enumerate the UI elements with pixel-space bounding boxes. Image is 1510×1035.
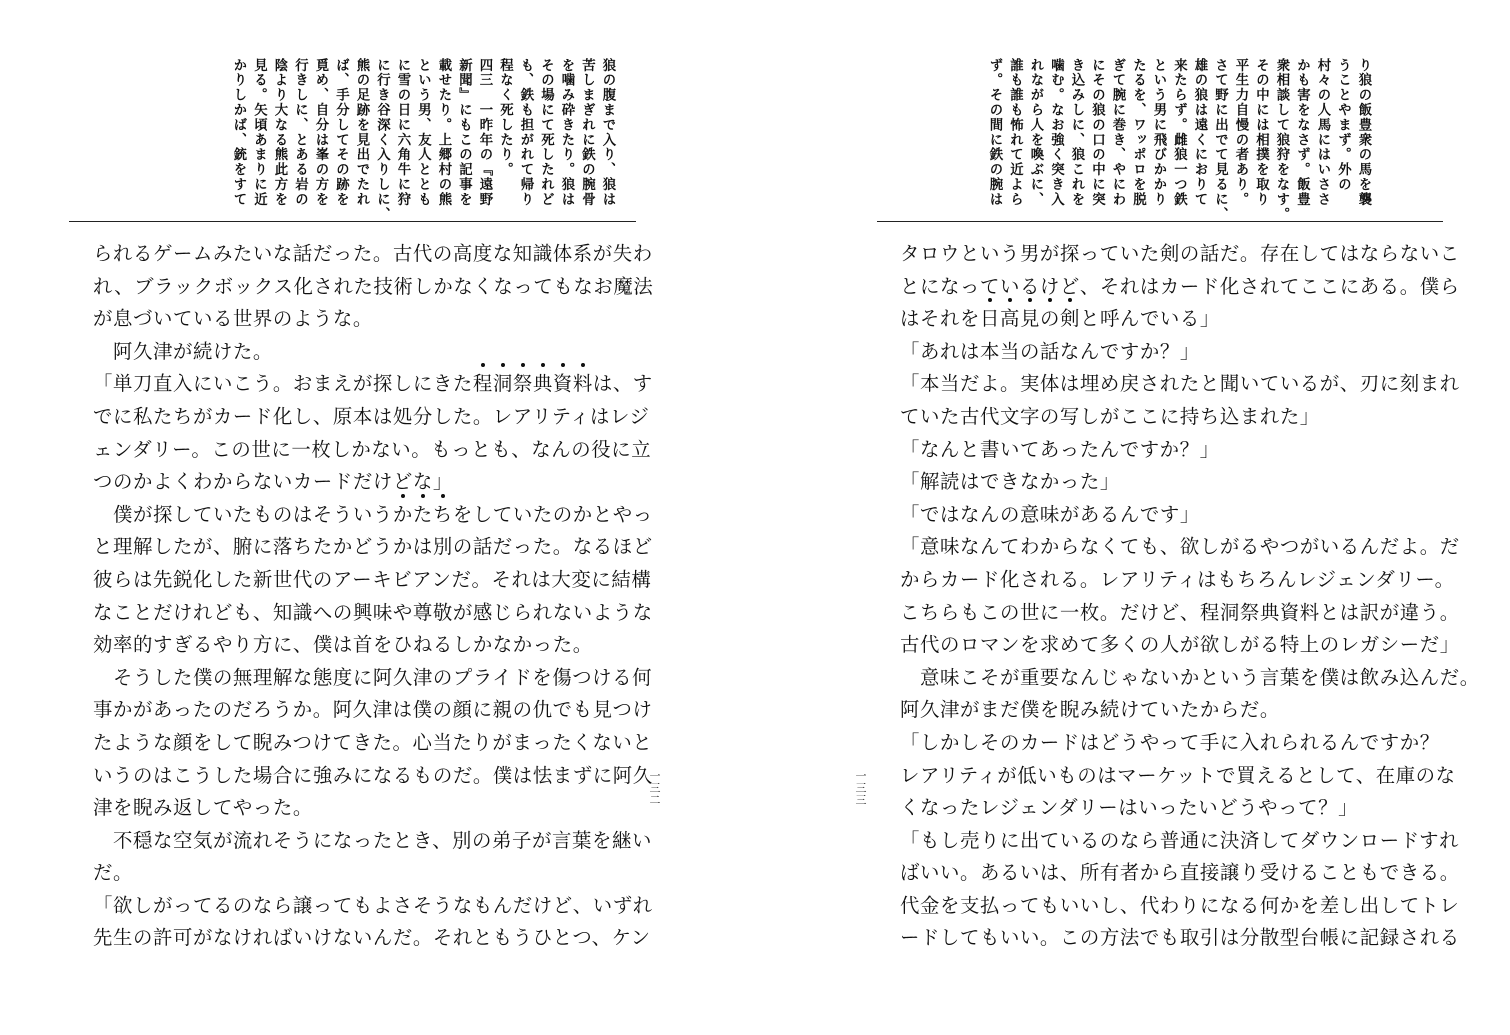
body-line: だ。 xyxy=(93,861,133,885)
annotation-line: ぎて腕に巻き、やにわ xyxy=(1110,58,1126,207)
annotation-line: ば、手分してその跡を xyxy=(333,58,350,207)
emphasis-dot-char: 資 xyxy=(553,368,573,401)
annotation-line: その中には相撲を取り xyxy=(1253,58,1270,207)
emphasis-dot-char: 程 xyxy=(473,368,493,401)
body-line: とになっているけど、それはカード化されてここにある。僕ら xyxy=(900,274,1460,298)
section-number: 四三 xyxy=(477,58,493,88)
annotation-line: という男、友人ととも xyxy=(415,58,432,207)
emphasis-dot-char: ち xyxy=(433,499,453,532)
emphasis-dot-char: 日 xyxy=(980,303,1000,336)
annotation-line: を噛み砕きたり。狼は xyxy=(559,58,575,207)
body-line: が息づいている世界のような。 xyxy=(93,307,373,331)
annotation-line: れながら人を喚ぶに、 xyxy=(1028,58,1044,207)
annotation-line: 来たらず。雌狼一つ鉄 xyxy=(1171,58,1188,207)
body-line: 代金を支払ってもいいし、代わりになる何かを差し出してトレ xyxy=(900,893,1460,917)
annotation-line: に雪の日に六角牛に狩 xyxy=(395,58,411,207)
right-page xyxy=(755,0,1510,1035)
left-body-text xyxy=(93,238,653,955)
annotation-line: さて野に出でて見るに、 xyxy=(1212,58,1229,222)
annotation-line: その場にて死したれど xyxy=(538,58,555,207)
annotation-line: 新聞』にもこの記事を xyxy=(456,58,473,207)
emphasis-dot-char: 高 xyxy=(1000,303,1020,336)
body-line: 先生の許可がなければいけないんだ。それともうひとつ、ケン xyxy=(93,926,651,950)
emphasis-dot-char: 見 xyxy=(1020,303,1040,336)
body-line: ばいい。あるいは、所有者から直接譲り受けることもできる。 xyxy=(900,861,1460,885)
annotation-line: 噛む。なお強く突き入 xyxy=(1048,58,1065,207)
annotation-line: 村々の人馬にはいささ xyxy=(1315,58,1331,207)
body-line: 「しかしそのカードはどうやって手に入れられるんですか？ xyxy=(900,730,1440,754)
body-line: 「欲しがってるのなら譲ってもよさそうなもんだけど、いずれ xyxy=(93,893,653,917)
body-line: 「もし売りに出ているのなら普通に決済してダウンロードすれ xyxy=(900,828,1460,852)
annotation-line: 行きしに、とある岩の xyxy=(292,58,309,207)
annotation-line: 載せたり。上郷村の熊 xyxy=(436,58,452,207)
body-line: 「単刀直入にいこう。おまえが探しにきた程洞祭典資料は、す xyxy=(93,368,653,401)
right-body-text xyxy=(900,238,1480,955)
emphasis-dot-char: た xyxy=(413,499,433,532)
body-line: 「ではなんの意味があるんです」 xyxy=(900,502,1200,526)
body-line: そうした僕の無理解な態度に阿久津のプライドを傷つける何 xyxy=(93,665,653,689)
body-line: くなったレジェンダリーはいったいどうやって？」 xyxy=(900,796,1359,820)
annotation-line: かりしかば、銃をすて xyxy=(231,58,247,207)
body-line: 意味こそが重要なんじゃないかという言葉を僕は飲み込んだ。 xyxy=(900,665,1480,689)
body-line: 「意味なんてわからなくても、欲しがるやつがいるんだよ。だ xyxy=(900,535,1460,559)
annotation-line: 四三 一昨年の『遠野 xyxy=(477,58,493,208)
body-line: ていた古代文字の写しがここに持ち込まれた」 xyxy=(900,404,1320,428)
body-line: 不穏な空気が流れそうになったとき、別の弟子が言葉を継い xyxy=(93,828,652,852)
body-line: たような顔をして睨みつけてきた。心当たりがまったくないと xyxy=(93,730,653,754)
body-line: いうのはこうした場合に強みになるものだ。僕は怯まずに阿久 xyxy=(93,763,653,787)
annotation-line: にその狼の口の中に突 xyxy=(1089,58,1106,207)
body-line: なことだけれども、知識への興味や尊敬が感じられないような xyxy=(93,600,653,624)
body-line: タロウという男が探っていた剣の話だ。存在してはならないこ xyxy=(900,242,1460,265)
annotation-line: 陰より大なる熊此方を xyxy=(272,58,288,207)
emphasis-dot-char: か xyxy=(393,499,413,532)
annotation-line: うことやまず。外の xyxy=(1335,58,1352,193)
body-line: 「なんと書いてあったんですか？」 xyxy=(900,437,1220,461)
body-line: ェンダリー。この世に一枚しかない。もっとも、なんの役に立 xyxy=(93,437,652,461)
body-line: レアリティが低いものはマーケットで買えるとして、在庫のな xyxy=(900,763,1456,787)
body-line: 「本当だよ。実体は埋め戻されたと聞いているが、刃に刻まれ xyxy=(900,372,1460,396)
annotation-line: 苦しまぎれに鉄の腕骨 xyxy=(579,58,596,207)
annotation-line: 程なく死したり。 xyxy=(497,58,514,178)
emphasis-dot-char: 祭 xyxy=(513,368,533,401)
left-divider-rule xyxy=(69,221,636,222)
annotation-line: という男に飛びかかり xyxy=(1151,58,1167,207)
annotation-line: ず。その間に鉄の腕は xyxy=(987,58,1003,207)
body-line: 僕が探していたものはそういうかたちをしていたのかとやっ xyxy=(93,499,653,532)
annotation-line: 衆相談して狼狩をなす。 xyxy=(1274,58,1290,222)
annotation-line: 平生力自慢の者あり。 xyxy=(1233,58,1249,207)
annotation-line: も、鉄も担がれて帰り xyxy=(518,58,534,207)
annotation-line: 雄の狼は遠くにおりて xyxy=(1192,58,1208,207)
emphasis-dot-char: 料 xyxy=(573,368,593,401)
emphasis-dot-char: の xyxy=(1040,303,1060,336)
annotation-line: 誰も誰も怖れて近よら xyxy=(1007,58,1024,207)
body-line: と理解したが、腑に落ちたかどうかは別の話だった。なるほど xyxy=(93,535,653,559)
page-number: 一三二 xyxy=(648,770,661,806)
body-line: 津を睨み返してやった。 xyxy=(93,796,313,820)
body-line: 事かがあったのだろうか。阿久津は僕の顔に親の仇でも見つけ xyxy=(93,698,653,722)
body-line: つのかよくわからないカードだけどな」 xyxy=(93,470,453,494)
body-line: 「解読はできなかった」 xyxy=(900,470,1120,494)
body-line: こちらもこの世に一枚。だけど、程洞祭典資料とは訳が違う。 xyxy=(900,600,1460,624)
annotation-line: 見る。矢頃あまりに近 xyxy=(251,58,268,207)
emphasis-dot-char: 洞 xyxy=(493,368,513,401)
annotation-line: かも害をなさず。飯豊 xyxy=(1294,58,1311,207)
body-line: はそれを日高見の剣と呼んでいる」 xyxy=(900,303,1480,336)
annotation-line: 覓め、自分は峯の方を xyxy=(313,58,329,207)
annotation-line: 狼の腹まで入り、狼は xyxy=(600,58,616,207)
body-line: でに私たちがカード化し、原本は処分した。レアリティはレジ xyxy=(93,404,650,428)
body-line: られるゲームみたいな話だった。古代の高度な知識体系が失わ xyxy=(93,242,653,265)
emphasis-dot-char: 剣 xyxy=(1060,303,1080,336)
annotation-line: たるを、ワッポロを脱 xyxy=(1130,58,1147,207)
body-line: 阿久津がまだ僕を睨み続けていたからだ。 xyxy=(900,698,1280,722)
body-line: れ、ブラックボックス化された技術しかなくなってもなお魔法 xyxy=(93,274,654,298)
right-annotation-column xyxy=(985,58,1375,222)
annotation-line: 熊の足跡を見出でたれ xyxy=(354,58,370,207)
emphasis-dot-char: 典 xyxy=(533,368,553,401)
body-line: 阿久津が続けた。 xyxy=(93,339,273,363)
body-line: 古代のロマンを求めて多くの人が欲しがる特上のレガシーだ」 xyxy=(900,633,1460,657)
annotation-line: に行き谷深く入りしに、 xyxy=(374,58,391,222)
annotation-line: き込みしに、狼これを xyxy=(1069,58,1085,207)
body-line: 彼らは先鋭化した新世代のアーキビアンだ。それは大変に結構 xyxy=(93,567,652,591)
left-annotation-column xyxy=(229,58,619,222)
body-line: からカード化される。レアリティはもちろんレジェンダリー。 xyxy=(900,567,1455,591)
body-line: 「あれは本当の話なんですか？」 xyxy=(900,339,1200,363)
page-number: 一三三 xyxy=(854,770,867,806)
right-divider-rule xyxy=(877,221,1443,222)
body-line: ードしてもいい。この方法でも取引は分散型台帳に記録される xyxy=(900,926,1460,950)
body-line: 効率的すぎるやり方に、僕は首をひねるしかなかった。 xyxy=(93,633,593,657)
annotation-line: り狼の飯豊衆の馬を襲 xyxy=(1356,58,1372,207)
